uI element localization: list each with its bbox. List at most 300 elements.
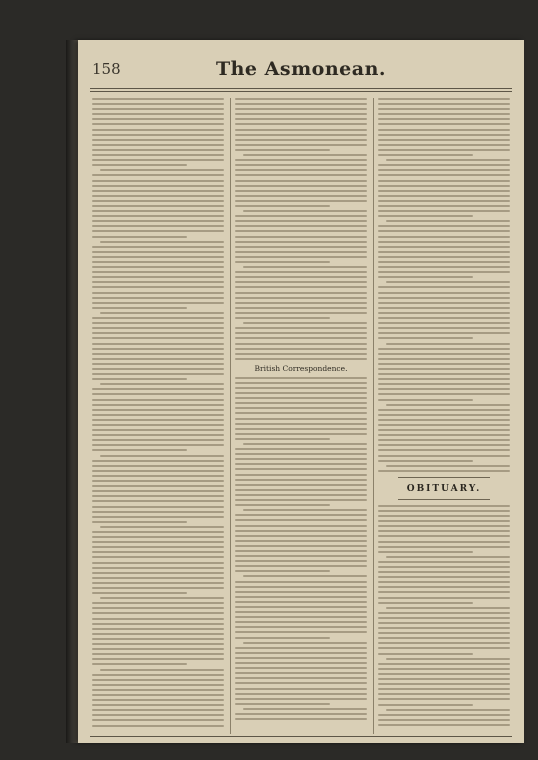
text-column-2 bbox=[235, 98, 367, 734]
text-line bbox=[378, 348, 510, 350]
text-line bbox=[92, 674, 224, 676]
text-line bbox=[378, 164, 510, 166]
text-line bbox=[378, 180, 510, 182]
text-line bbox=[92, 623, 224, 625]
text-line bbox=[235, 220, 367, 222]
text-line bbox=[386, 281, 510, 283]
header-rule-bottom bbox=[90, 91, 512, 92]
text-line bbox=[235, 703, 330, 705]
text-line bbox=[235, 474, 367, 476]
text-line bbox=[378, 520, 510, 522]
text-line bbox=[92, 562, 224, 564]
text-line bbox=[378, 185, 510, 187]
text-column-3 bbox=[378, 98, 510, 734]
text-line bbox=[92, 123, 224, 125]
text-line bbox=[92, 653, 224, 655]
section-divider bbox=[398, 477, 490, 478]
text-line bbox=[378, 525, 510, 527]
text-line bbox=[243, 575, 367, 577]
text-line bbox=[92, 648, 224, 650]
text-line bbox=[378, 693, 510, 695]
text-line bbox=[378, 271, 510, 273]
text-line bbox=[235, 565, 367, 567]
text-line bbox=[92, 358, 224, 360]
text-line bbox=[235, 535, 367, 537]
text-line bbox=[378, 581, 510, 583]
text-line bbox=[235, 677, 367, 679]
text-line bbox=[235, 180, 367, 182]
text-line bbox=[235, 688, 367, 690]
text-line bbox=[386, 658, 510, 660]
text-line bbox=[378, 668, 510, 670]
text-line bbox=[92, 185, 224, 187]
text-line bbox=[235, 276, 367, 278]
text-line bbox=[378, 688, 510, 690]
text-line bbox=[92, 592, 187, 594]
text-line bbox=[235, 134, 367, 136]
text-line bbox=[92, 195, 224, 197]
text-line bbox=[235, 698, 367, 700]
text-line bbox=[235, 586, 367, 588]
text-line bbox=[378, 266, 510, 268]
text-line bbox=[235, 108, 367, 110]
text-line bbox=[378, 292, 510, 294]
text-line bbox=[92, 409, 224, 411]
text-line bbox=[386, 159, 510, 161]
text-line bbox=[92, 251, 224, 253]
text-line bbox=[92, 236, 187, 238]
text-column-1 bbox=[92, 98, 224, 734]
text-line bbox=[235, 348, 367, 350]
text-line bbox=[378, 317, 510, 319]
text-line bbox=[378, 632, 510, 634]
text-line bbox=[235, 596, 367, 598]
text-line bbox=[92, 511, 224, 513]
text-line bbox=[378, 246, 510, 248]
text-line bbox=[92, 373, 224, 375]
text-line bbox=[378, 195, 510, 197]
text-line bbox=[235, 392, 367, 394]
text-line bbox=[235, 713, 367, 715]
text-line bbox=[92, 337, 224, 339]
text-line bbox=[235, 484, 367, 486]
text-line bbox=[378, 353, 510, 355]
text-line bbox=[92, 587, 224, 589]
text-line bbox=[92, 460, 224, 462]
text-line bbox=[92, 230, 224, 232]
text-line bbox=[235, 504, 330, 506]
text-line bbox=[92, 612, 224, 614]
text-line bbox=[92, 465, 224, 467]
text-line bbox=[378, 144, 510, 146]
text-line bbox=[235, 251, 367, 253]
text-line bbox=[92, 388, 224, 390]
text-line bbox=[235, 113, 367, 115]
text-line bbox=[378, 373, 510, 375]
text-line bbox=[235, 377, 367, 379]
text-line bbox=[92, 541, 224, 543]
text-line bbox=[92, 353, 224, 355]
text-line bbox=[92, 500, 224, 502]
text-line bbox=[235, 297, 367, 299]
text-line bbox=[386, 556, 510, 558]
text-line bbox=[92, 495, 224, 497]
text-line bbox=[378, 546, 510, 548]
text-line bbox=[92, 719, 224, 721]
text-line bbox=[378, 134, 510, 136]
text-line bbox=[378, 719, 510, 721]
text-line bbox=[235, 652, 367, 654]
text-line bbox=[235, 174, 367, 176]
text-line bbox=[378, 714, 510, 716]
text-line bbox=[235, 418, 367, 420]
text-line bbox=[378, 210, 510, 212]
text-line bbox=[92, 694, 224, 696]
text-line bbox=[378, 332, 510, 334]
text-line bbox=[92, 134, 224, 136]
text-line bbox=[92, 643, 224, 645]
text-line bbox=[235, 98, 367, 100]
text-line bbox=[235, 489, 367, 491]
text-line bbox=[235, 555, 367, 557]
text-line bbox=[386, 607, 510, 609]
text-line bbox=[100, 669, 224, 671]
text-line bbox=[378, 215, 473, 217]
text-line bbox=[92, 139, 224, 141]
text-line bbox=[378, 673, 510, 675]
text-line bbox=[92, 506, 224, 508]
text-line bbox=[235, 353, 367, 355]
text-line bbox=[100, 383, 224, 385]
text-line bbox=[92, 368, 224, 370]
text-line bbox=[235, 139, 367, 141]
text-line bbox=[92, 404, 224, 406]
text-line bbox=[92, 149, 224, 151]
text-line bbox=[378, 653, 473, 655]
text-line bbox=[92, 200, 224, 202]
text-line bbox=[235, 519, 367, 521]
text-line bbox=[235, 358, 367, 360]
text-line bbox=[235, 601, 367, 603]
text-line bbox=[92, 414, 224, 416]
text-line bbox=[378, 139, 510, 141]
text-line bbox=[235, 525, 367, 527]
text-line bbox=[92, 220, 224, 222]
text-line bbox=[235, 667, 367, 669]
text-line bbox=[92, 399, 224, 401]
text-line bbox=[92, 276, 224, 278]
text-line bbox=[378, 576, 510, 578]
text-line bbox=[92, 424, 224, 426]
text-line bbox=[378, 541, 510, 543]
text-line bbox=[243, 708, 367, 710]
text-line bbox=[92, 684, 224, 686]
text-line bbox=[92, 286, 224, 288]
text-line bbox=[378, 724, 510, 726]
text-line bbox=[235, 494, 367, 496]
text-line bbox=[386, 404, 510, 406]
text-line bbox=[92, 516, 224, 518]
british-correspondence-heading: British Correspondence. bbox=[254, 363, 348, 373]
text-line bbox=[378, 704, 473, 706]
text-line bbox=[235, 570, 330, 572]
text-line bbox=[378, 561, 510, 563]
text-line bbox=[235, 123, 367, 125]
text-line bbox=[378, 530, 510, 532]
text-line bbox=[92, 292, 224, 294]
text-line bbox=[378, 419, 510, 421]
text-line bbox=[92, 638, 224, 640]
text-line bbox=[235, 200, 367, 202]
text-line bbox=[92, 709, 224, 711]
text-line bbox=[235, 241, 367, 243]
text-line bbox=[92, 429, 224, 431]
text-line bbox=[92, 266, 224, 268]
text-line bbox=[378, 429, 510, 431]
section-divider bbox=[398, 499, 490, 500]
text-line bbox=[378, 297, 510, 299]
text-line bbox=[243, 322, 367, 324]
text-line bbox=[235, 185, 367, 187]
text-line bbox=[235, 453, 367, 455]
text-line bbox=[378, 261, 510, 263]
text-line bbox=[378, 424, 510, 426]
text-line bbox=[92, 439, 224, 441]
text-line bbox=[378, 566, 510, 568]
text-line bbox=[386, 343, 510, 345]
text-line bbox=[235, 693, 367, 695]
text-line bbox=[235, 286, 367, 288]
text-line bbox=[235, 606, 367, 608]
text-line bbox=[235, 256, 367, 258]
text-line bbox=[378, 602, 473, 604]
text-line bbox=[92, 129, 224, 131]
footer-rule bbox=[90, 736, 512, 737]
text-line bbox=[92, 190, 224, 192]
text-line bbox=[378, 113, 510, 115]
text-line bbox=[92, 444, 224, 446]
text-line bbox=[235, 225, 367, 227]
text-line bbox=[235, 103, 367, 105]
page-number: 158 bbox=[92, 60, 121, 78]
text-line bbox=[378, 571, 510, 573]
text-line bbox=[378, 205, 510, 207]
text-line bbox=[378, 647, 510, 649]
column-rule-2 bbox=[373, 98, 374, 734]
text-line bbox=[378, 460, 473, 462]
text-line bbox=[92, 582, 224, 584]
text-line bbox=[92, 485, 224, 487]
text-line bbox=[235, 458, 367, 460]
text-line bbox=[92, 419, 224, 421]
text-line bbox=[378, 637, 510, 639]
text-line bbox=[92, 225, 224, 227]
text-line bbox=[378, 154, 473, 156]
newspaper-page bbox=[78, 40, 524, 743]
text-line bbox=[92, 628, 224, 630]
text-line bbox=[378, 678, 510, 680]
text-line bbox=[235, 438, 330, 440]
text-line bbox=[235, 164, 367, 166]
text-line bbox=[378, 256, 510, 258]
text-line bbox=[235, 433, 367, 435]
text-line bbox=[92, 572, 224, 574]
text-line bbox=[92, 536, 224, 538]
text-line bbox=[378, 515, 510, 517]
text-line bbox=[235, 530, 367, 532]
text-line bbox=[235, 215, 367, 217]
text-line bbox=[92, 577, 224, 579]
text-line bbox=[378, 622, 510, 624]
text-line bbox=[92, 256, 224, 258]
text-line bbox=[92, 108, 224, 110]
text-line bbox=[378, 551, 473, 553]
text-line bbox=[92, 205, 224, 207]
text-line bbox=[378, 698, 510, 700]
text-line bbox=[378, 449, 510, 451]
text-line bbox=[235, 412, 367, 414]
text-line bbox=[378, 627, 510, 629]
text-line bbox=[92, 633, 224, 635]
text-line bbox=[92, 363, 224, 365]
text-line bbox=[378, 470, 510, 472]
text-line bbox=[100, 312, 224, 314]
text-line bbox=[243, 266, 367, 268]
text-line bbox=[235, 230, 367, 232]
text-line bbox=[100, 597, 224, 599]
text-line bbox=[378, 399, 473, 401]
text-line bbox=[378, 383, 510, 385]
text-line bbox=[92, 475, 224, 477]
text-line bbox=[92, 480, 224, 482]
text-line bbox=[235, 718, 367, 720]
text-line bbox=[235, 463, 367, 465]
text-line bbox=[92, 332, 224, 334]
text-line bbox=[92, 261, 224, 263]
text-line bbox=[235, 169, 367, 171]
text-line bbox=[235, 236, 367, 238]
text-line bbox=[235, 448, 367, 450]
text-line bbox=[378, 307, 510, 309]
text-line bbox=[235, 387, 367, 389]
text-line bbox=[235, 626, 367, 628]
text-line bbox=[92, 551, 224, 553]
text-line bbox=[92, 704, 224, 706]
text-line bbox=[378, 98, 510, 100]
text-line bbox=[92, 302, 224, 304]
text-line bbox=[378, 612, 510, 614]
text-line bbox=[235, 647, 367, 649]
text-line bbox=[378, 169, 510, 171]
text-line bbox=[92, 679, 224, 681]
text-line bbox=[92, 174, 224, 176]
text-line bbox=[378, 642, 510, 644]
text-line bbox=[235, 560, 367, 562]
text-line bbox=[100, 526, 224, 528]
text-line bbox=[235, 312, 367, 314]
text-line bbox=[378, 505, 510, 507]
text-line bbox=[92, 725, 224, 727]
text-line bbox=[378, 434, 510, 436]
text-line bbox=[378, 358, 510, 360]
text-line bbox=[92, 490, 224, 492]
text-line bbox=[378, 200, 510, 202]
text-line bbox=[378, 103, 510, 105]
text-line bbox=[235, 271, 367, 273]
text-line bbox=[235, 499, 367, 501]
text-line bbox=[235, 631, 367, 633]
text-line bbox=[243, 642, 367, 644]
text-line bbox=[92, 348, 224, 350]
page-header bbox=[78, 40, 524, 88]
text-line bbox=[378, 455, 510, 457]
text-line bbox=[378, 302, 510, 304]
text-line bbox=[100, 241, 224, 243]
text-line bbox=[378, 327, 510, 329]
text-line bbox=[235, 195, 367, 197]
text-line bbox=[235, 514, 367, 516]
text-line bbox=[235, 616, 367, 618]
text-line bbox=[92, 663, 187, 665]
text-line bbox=[92, 343, 224, 345]
text-line bbox=[378, 118, 510, 120]
text-line bbox=[92, 210, 224, 212]
masthead-title: The Asmonean. bbox=[215, 58, 386, 80]
text-line bbox=[378, 368, 510, 370]
text-line bbox=[92, 159, 224, 161]
text-line bbox=[386, 709, 510, 711]
obituary-heading: OBITUARY. bbox=[406, 483, 482, 494]
text-line bbox=[378, 230, 510, 232]
text-line bbox=[378, 414, 510, 416]
text-line bbox=[235, 621, 367, 623]
text-line bbox=[235, 382, 367, 384]
text-line bbox=[100, 169, 224, 171]
text-line bbox=[92, 322, 224, 324]
text-line bbox=[378, 190, 510, 192]
text-line bbox=[235, 118, 367, 120]
text-line bbox=[235, 332, 367, 334]
text-line bbox=[92, 602, 224, 604]
text-line bbox=[378, 663, 510, 665]
text-line bbox=[235, 292, 367, 294]
text-line bbox=[235, 129, 367, 131]
text-line bbox=[235, 149, 330, 151]
text-line bbox=[92, 180, 224, 182]
text-line bbox=[92, 449, 187, 451]
text-line bbox=[235, 591, 367, 593]
text-line bbox=[378, 276, 473, 278]
text-line bbox=[235, 407, 367, 409]
text-line bbox=[235, 337, 367, 339]
text-line bbox=[235, 307, 367, 309]
text-line bbox=[243, 443, 367, 445]
text-line bbox=[378, 322, 510, 324]
text-line bbox=[92, 521, 187, 523]
text-line bbox=[92, 154, 224, 156]
text-line bbox=[378, 174, 510, 176]
text-line bbox=[235, 144, 367, 146]
text-line bbox=[235, 159, 367, 161]
text-line bbox=[235, 343, 367, 345]
text-line bbox=[235, 397, 367, 399]
text-line bbox=[235, 327, 367, 329]
text-line bbox=[378, 129, 510, 131]
column-rule-1 bbox=[230, 98, 231, 734]
text-line bbox=[235, 468, 367, 470]
text-line bbox=[92, 689, 224, 691]
text-line bbox=[235, 205, 330, 207]
